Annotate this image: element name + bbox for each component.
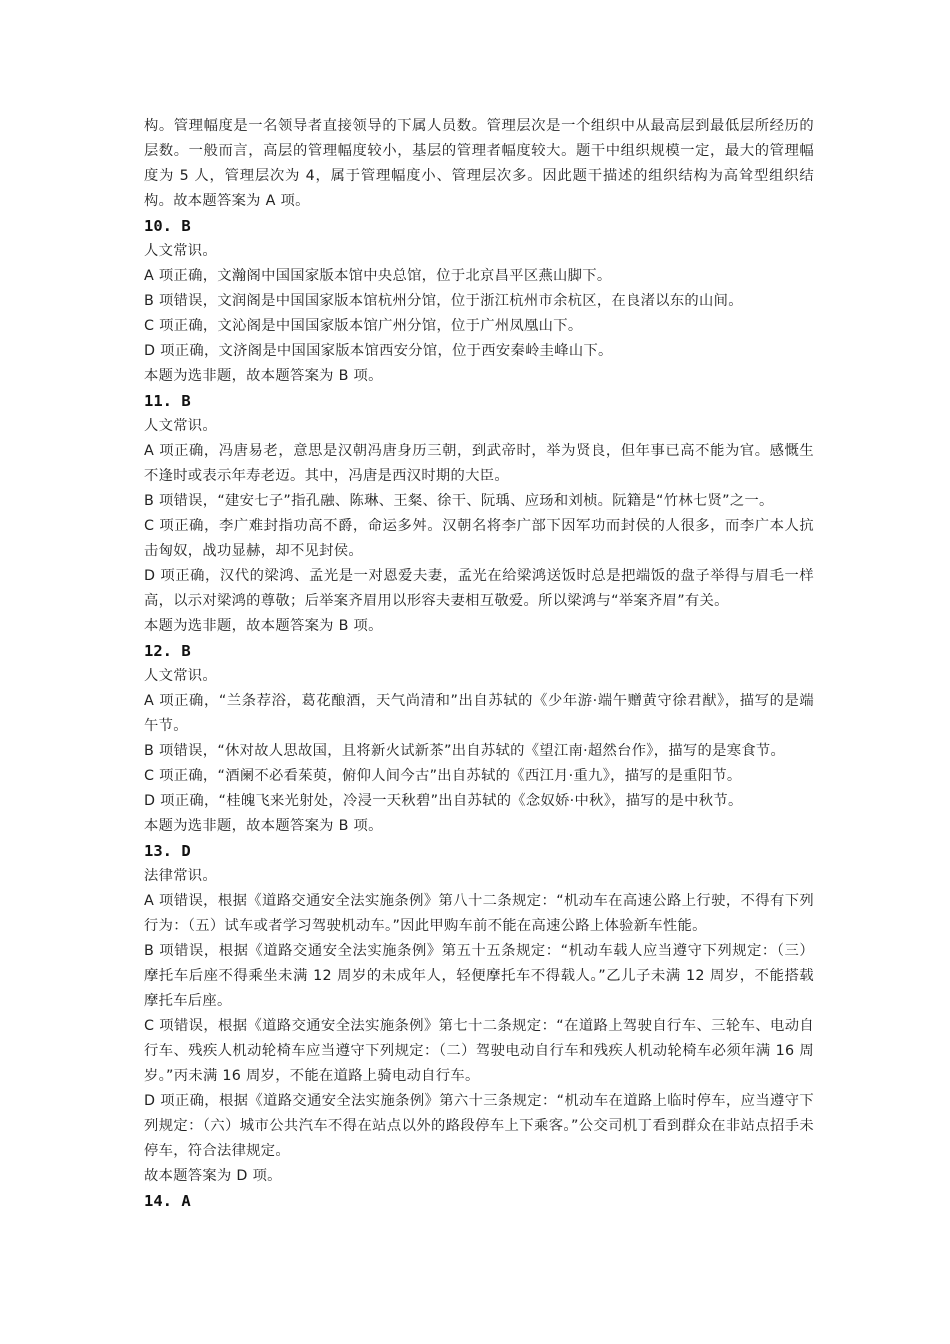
question-10-block bbox=[144, 214, 814, 389]
question-14-block bbox=[144, 1189, 814, 1214]
answer-line: 故本题答案为 D 项。 bbox=[144, 1168, 282, 1184]
explanation-line: D 项正确，文济阁是中国国家版本馆西安分馆，位于西安秦岭圭峰山下。 bbox=[144, 343, 613, 359]
answer-line: 本题为选非题，故本题答案为 B 项。 bbox=[144, 618, 383, 634]
question-number: 10. B bbox=[144, 217, 191, 235]
explanation-line: A 项正确，“兰条荐浴，葛花酿酒，天气尚清和”出自苏轼的《少年游·端午赠黄守徐君猷》，描写的是端午节。 bbox=[144, 693, 814, 734]
question-13-block bbox=[144, 839, 814, 1189]
explanation-line: C 项错误，根据《道路交通安全法实施条例》第七十二条规定：“在道路上驾驶自行车、三轮车、电动自行车、残疾人机动轮椅车应当遵守下列规定：（二）驾驶电动自行车和残疾人机动轮椅车必须年满 16 周岁。”丙未满 16 周岁，不能在道路上骑电动自行车。 bbox=[144, 1018, 814, 1084]
explanation-line: D 项正确，汉代的梁鸿、孟光是一对恩爱夫妻，孟光在给梁鸿送饭时总是把端饭的盘子举得与眉毛一样高，以示对梁鸿的尊敬；后举案齐眉用以形容夫妻相互敬爱。所以梁鸿与“举案齐眉”有关。 bbox=[144, 568, 814, 609]
question-category: 人文常识。 bbox=[144, 418, 217, 434]
question-number: 13. D bbox=[144, 842, 191, 860]
question-category: 法律常识。 bbox=[144, 868, 217, 884]
explanation-line: A 项错误，根据《道路交通安全法实施条例》第八十二条规定：“机动车在高速公路上行驶，不得有下列行为：（五）试车或者学习驾驶机动车。”因此甲购车前不能在高速公路上体验新车性能。 bbox=[144, 893, 814, 934]
question-number: 12. B bbox=[144, 642, 191, 660]
explanation-line: C 项正确，文沁阁是中国国家版本馆广州分馆，位于广州凤凰山下。 bbox=[144, 318, 583, 334]
explanation-line: A 项正确，冯唐易老，意思是汉朝冯唐身历三朝，到武帝时，举为贤良，但年事已高不能为官。感慨生不逢时或表示年寿老迈。其中，冯唐是西汉时期的大臣。 bbox=[144, 443, 814, 484]
question-number: 14. A bbox=[144, 1192, 191, 1210]
question-category: 人文常识。 bbox=[144, 243, 217, 259]
intro-paragraph: 构。管理幅度是一名领导者直接领导的下属人员数。管理层次是一个组织中从最高层到最低层所经历的层数。一般而言，高层的管理幅度较小，基层的管理者幅度较大。题干中组织规模一定，最大的管理幅度为 5 人，管理层次为 4，属于管理幅度小、管理层次多。因此题干描述的组织结构为高耸型组织结构。故本题答案为 A 项。 bbox=[144, 118, 814, 209]
explanation-line: C 项正确，李广难封指功高不爵，命运多舛。汉朝名将李广部下因军功而封侯的人很多，而李广本人抗击匈奴，战功显赫，却不见封侯。 bbox=[144, 518, 814, 559]
question-number: 11. B bbox=[144, 392, 191, 410]
explanation-line: A 项正确，文瀚阁中国国家版本馆中央总馆，位于北京昌平区燕山脚下。 bbox=[144, 268, 612, 284]
explanation-line: B 项错误，文润阁是中国国家版本馆杭州分馆，位于浙江杭州市余杭区，在良渚以东的山间。 bbox=[144, 293, 743, 309]
explanation-line: B 项错误，根据《道路交通安全法实施条例》第五十五条规定：“机动车载人应当遵守下列规定：（三）摩托车后座不得乘坐未满 12 周岁的未成年人，轻便摩托车不得载人。”乙儿子未满 12 周岁，不能搭载摩托车后座。 bbox=[144, 943, 814, 1009]
question-11-block bbox=[144, 389, 814, 639]
question-12-block bbox=[144, 639, 814, 839]
explanation-line: D 项正确，“桂魄飞来光射处，冷浸一天秋碧”出自苏轼的《念奴娇·中秋》，描写的是中秋节。 bbox=[144, 793, 743, 809]
explanation-line: B 项错误，“建安七子”指孔融、陈琳、王粲、徐干、阮瑀、应玚和刘桢。阮籍是“竹林七贤”之一。 bbox=[144, 493, 774, 509]
explanation-line: C 项正确，“酒阑不必看茱萸，俯仰人间今古”出自苏轼的《西江月·重九》，描写的是重阳节。 bbox=[144, 768, 742, 784]
answer-line: 本题为选非题，故本题答案为 B 项。 bbox=[144, 368, 383, 384]
explanation-line: B 项错误，“休对故人思故国，且将新火试新茶”出自苏轼的《望江南·超然台作》，描写的是寒食节。 bbox=[144, 743, 786, 759]
answer-line: 本题为选非题，故本题答案为 B 项。 bbox=[144, 818, 383, 834]
question-category: 人文常识。 bbox=[144, 668, 217, 684]
answer-explanations bbox=[144, 114, 814, 1214]
explanation-line: D 项正确，根据《道路交通安全法实施条例》第六十三条规定：“机动车在道路上临时停车，应当遵守下列规定：（六）城市公共汽车不得在站点以外的路段停车上下乘客。”公交司机丁看到群众在非站点招手未停车，符合法律规定。 bbox=[144, 1093, 814, 1159]
